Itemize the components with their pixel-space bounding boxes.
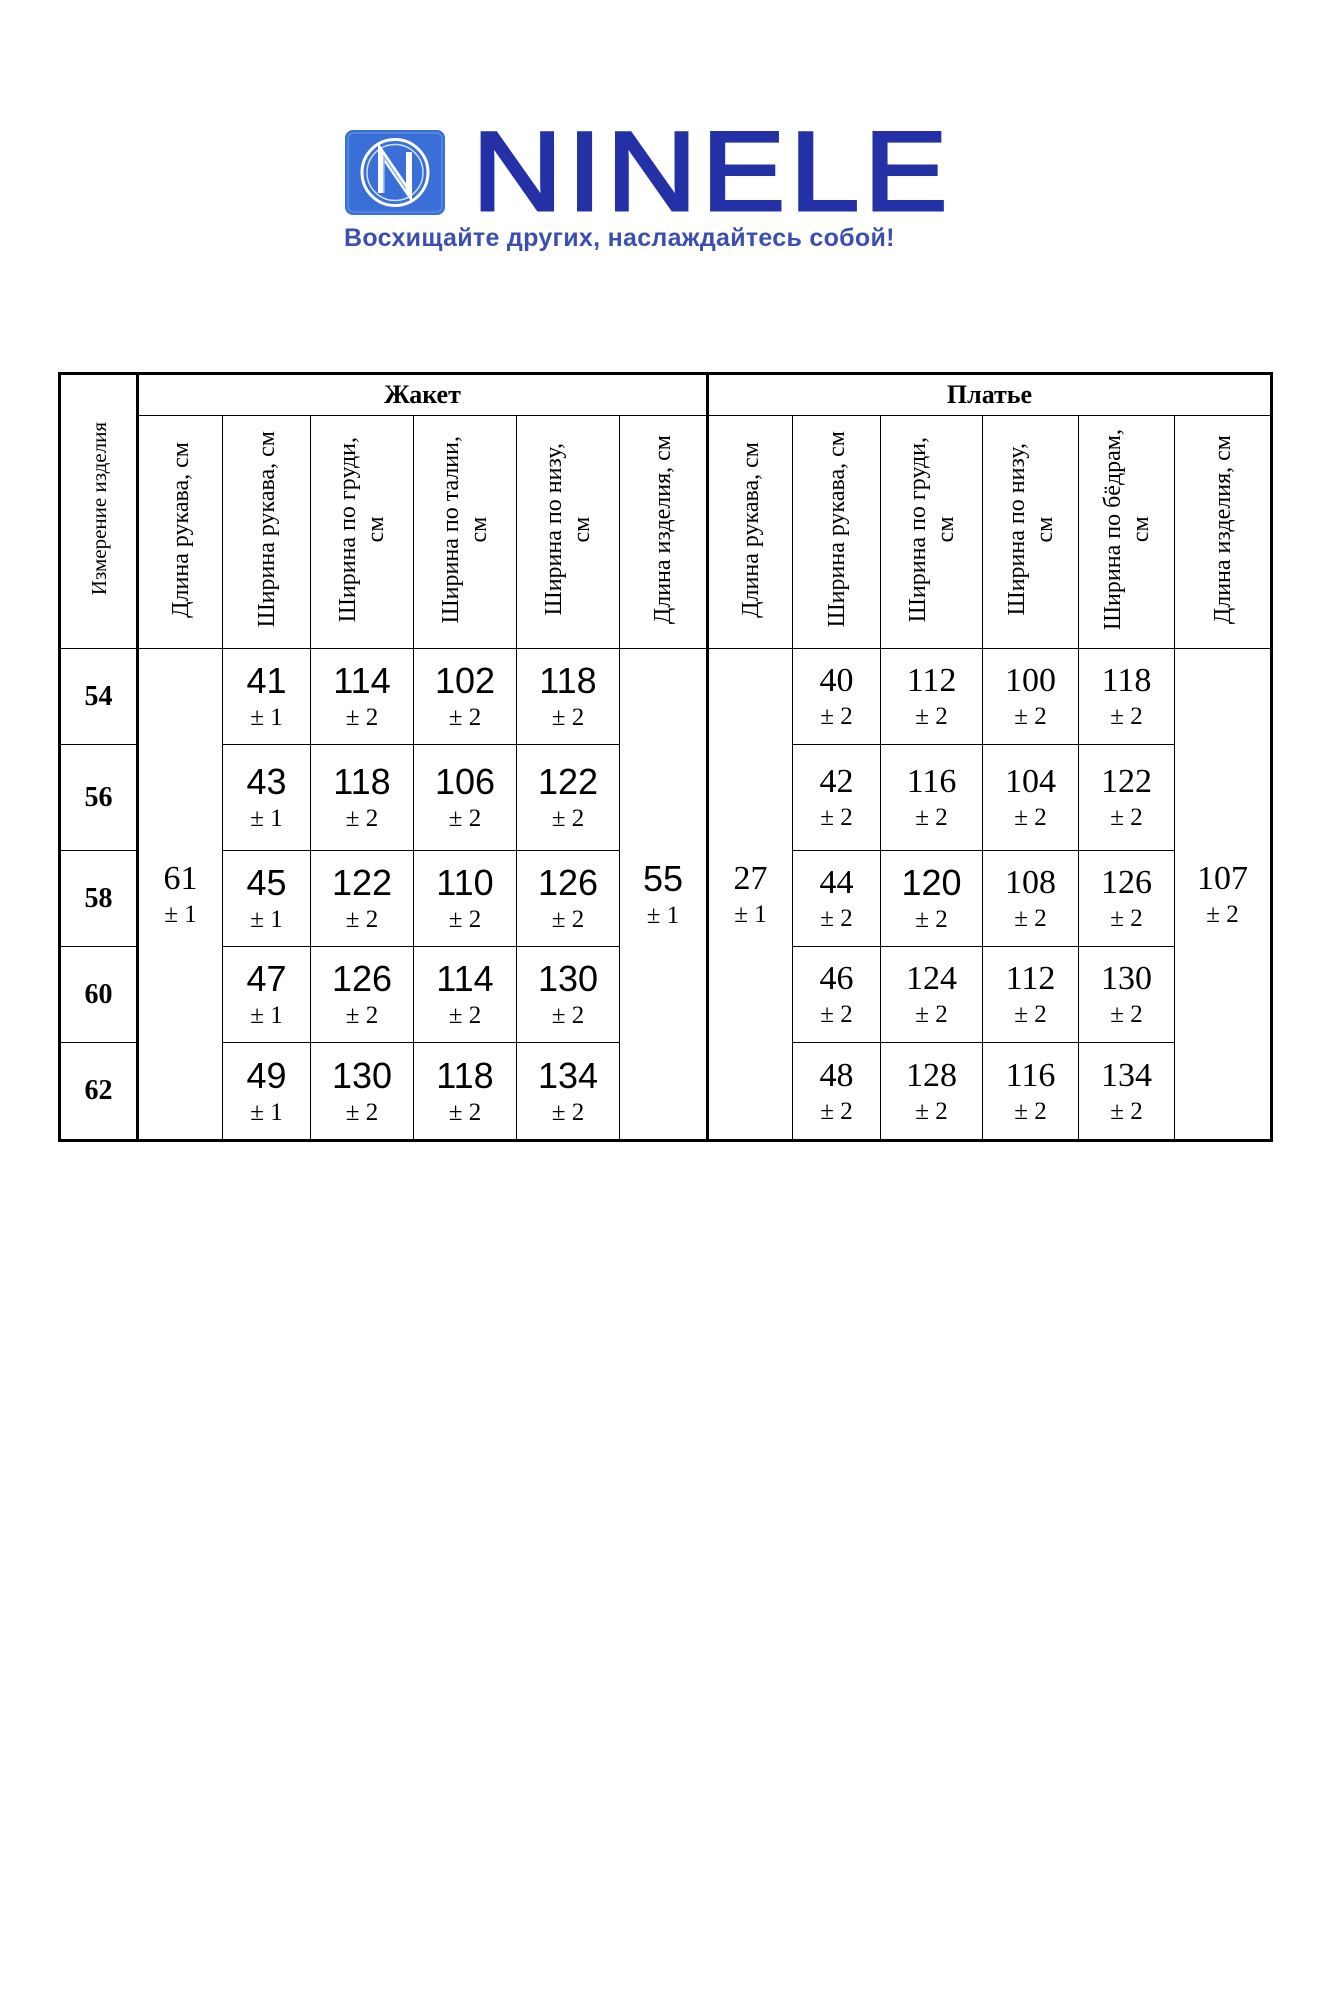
measurement-value: 116	[906, 763, 957, 800]
tolerance: ± 2	[1110, 905, 1143, 932]
value-cell	[1079, 1043, 1175, 1141]
measurement-value: 118	[436, 1054, 494, 1096]
column-header: Длина изделия, см	[620, 416, 708, 649]
value-cell	[983, 1043, 1079, 1141]
measurement-value: 55	[642, 857, 684, 899]
measurement-value: 130	[331, 1054, 393, 1096]
tolerance: ± 2	[820, 1097, 853, 1125]
tolerance: ± 2	[820, 703, 853, 730]
tolerance: ± 2	[1014, 905, 1047, 932]
measurement-value: 134	[537, 1054, 599, 1096]
measurement-value: 118	[539, 660, 597, 701]
measurement-value: 44	[819, 864, 854, 901]
merged-value-cell	[620, 649, 708, 1141]
value-cell	[983, 947, 1079, 1043]
measurement-value: 126	[331, 958, 393, 999]
measurement-value: 106	[434, 761, 496, 802]
tolerance: ± 2	[915, 906, 948, 933]
tolerance: ± 2	[1014, 703, 1047, 730]
value-cell	[793, 745, 881, 851]
measurement-value: 49	[246, 1054, 287, 1096]
brand-logo	[344, 109, 990, 264]
tolerance: ± 1	[250, 1002, 283, 1029]
measurement-value: 134	[1101, 1056, 1152, 1094]
value-cell	[223, 1043, 311, 1141]
value-cell	[1079, 745, 1175, 851]
tolerance: ± 2	[915, 1001, 948, 1028]
measurement-value: 27	[733, 859, 768, 897]
value-cell	[311, 851, 414, 947]
column-header: Ширина по груди, см	[311, 416, 414, 649]
measurement-value: 43	[246, 761, 287, 802]
tolerance: ± 2	[1014, 804, 1047, 831]
value-cell	[881, 947, 983, 1043]
tolerance: ± 2	[345, 704, 379, 731]
measurement-value: 40	[819, 662, 854, 699]
value-cell	[881, 745, 983, 851]
value-cell	[414, 1043, 517, 1141]
merged-value-cell	[138, 649, 223, 1141]
tolerance: ± 2	[551, 906, 585, 933]
value-cell	[311, 1043, 414, 1141]
value-cell	[517, 947, 620, 1043]
size-label: 56	[60, 745, 138, 851]
value-cell	[311, 745, 414, 851]
tolerance: ± 2	[1014, 1097, 1047, 1125]
tolerance: ± 1	[250, 1098, 283, 1126]
tolerance: ± 2	[448, 906, 482, 933]
tolerance: ± 2	[448, 1098, 482, 1126]
tolerance: ± 2	[345, 906, 379, 933]
tolerance: ± 2	[448, 805, 482, 832]
table-row	[60, 649, 1272, 745]
value-cell	[983, 649, 1079, 745]
value-cell	[1079, 947, 1175, 1043]
measurement-value: 118	[333, 761, 391, 802]
value-cell	[223, 851, 311, 947]
measurement-value: 48	[819, 1056, 854, 1094]
value-cell	[223, 745, 311, 851]
tolerance: ± 2	[345, 1002, 379, 1029]
value-cell	[311, 947, 414, 1043]
measurement-value: 102	[434, 660, 496, 701]
corner-header	[60, 374, 138, 649]
value-cell	[223, 947, 311, 1043]
measurement-value: 124	[906, 960, 957, 997]
column-header: Ширина рукава, см	[223, 416, 311, 649]
tolerance: ± 2	[1110, 804, 1143, 831]
measurement-value: 122	[537, 761, 599, 802]
ninele-logo-icon	[344, 129, 446, 216]
value-cell	[311, 649, 414, 745]
value-cell	[881, 851, 983, 947]
tolerance: ± 2	[551, 704, 585, 731]
measurement-value: 114	[436, 958, 494, 999]
measurement-value: 126	[537, 862, 599, 903]
size-label: 62	[60, 1043, 138, 1141]
value-cell	[517, 649, 620, 745]
tolerance: ± 2	[820, 905, 853, 932]
measurement-value: 42	[819, 763, 854, 800]
tolerance: ± 1	[164, 900, 197, 928]
value-cell	[414, 851, 517, 947]
tolerance: ± 2	[448, 704, 482, 731]
value-cell	[414, 745, 517, 851]
tolerance: ± 2	[551, 1098, 585, 1126]
merged-value-cell	[1175, 649, 1272, 1141]
measurement-value: 112	[906, 662, 957, 699]
tolerance: ± 1	[734, 900, 767, 928]
column-header: Ширина по низу, см	[983, 416, 1079, 649]
value-cell	[983, 851, 1079, 947]
value-cell	[1079, 851, 1175, 947]
measurement-value: 114	[333, 660, 391, 701]
size-label: 54	[60, 649, 138, 745]
measurement-value: 130	[1101, 960, 1152, 997]
measurement-value: 128	[906, 1056, 957, 1094]
measurement-value: 61	[163, 859, 198, 897]
measurement-value: 122	[331, 862, 393, 903]
value-cell	[517, 745, 620, 851]
measurement-value: 112	[1005, 960, 1056, 997]
tolerance: ± 2	[551, 805, 585, 832]
measurement-value: 107	[1197, 859, 1248, 897]
value-cell	[414, 649, 517, 745]
column-header: Ширина по талии, см	[414, 416, 517, 649]
column-header: Ширина рукава, см	[793, 416, 881, 649]
brand-name: NINELE	[472, 109, 953, 234]
value-cell	[517, 1043, 620, 1141]
measurement-value: 126	[1101, 864, 1152, 901]
column-header: Длина рукава, см	[708, 416, 793, 649]
value-cell	[223, 649, 311, 745]
tolerance: ± 2	[915, 703, 948, 730]
measurement-value: 104	[1005, 763, 1056, 800]
measurement-value: 116	[1005, 1056, 1056, 1094]
value-cell	[793, 1043, 881, 1141]
measurement-value: 108	[1005, 864, 1056, 901]
measurement-value: 118	[1101, 662, 1152, 699]
tolerance: ± 2	[915, 1097, 948, 1125]
corner-label: Измерение изделия	[86, 422, 111, 596]
group-header-jacket: Жакет	[138, 374, 708, 416]
size-label: 60	[60, 947, 138, 1043]
value-cell	[983, 745, 1079, 851]
tolerance: ± 1	[250, 906, 283, 933]
tolerance: ± 2	[1110, 1097, 1143, 1125]
size-chart-table	[58, 372, 1273, 1142]
column-header: Ширина по груди, см	[881, 416, 983, 649]
value-cell	[881, 649, 983, 745]
tolerance: ± 2	[1110, 703, 1143, 730]
tolerance: ± 1	[250, 805, 283, 832]
measurement-value: 122	[1101, 763, 1152, 800]
tolerance: ± 2	[1014, 1001, 1047, 1028]
tolerance: ± 2	[820, 1001, 853, 1028]
column-header: Длина изделия, см	[1175, 416, 1272, 649]
value-cell	[793, 851, 881, 947]
tolerance: ± 2	[915, 804, 948, 831]
column-header: Длина рукава, см	[138, 416, 223, 649]
value-cell	[881, 1043, 983, 1141]
value-cell	[793, 947, 881, 1043]
size-label: 58	[60, 851, 138, 947]
column-header: Ширина по низу, см	[517, 416, 620, 649]
value-cell	[517, 851, 620, 947]
tolerance: ± 2	[1206, 900, 1239, 928]
tolerance: ± 2	[551, 1002, 585, 1029]
value-cell	[793, 649, 881, 745]
brand-tagline: Восхищайте других, наслаждайтесь собой!	[344, 224, 895, 252]
column-header: Ширина по бёдрам, см	[1079, 416, 1175, 649]
measurement-value: 47	[246, 958, 287, 999]
tolerance: ± 2	[345, 805, 379, 832]
group-header-dress: Платье	[708, 374, 1272, 416]
measurement-value: 46	[819, 960, 854, 997]
tolerance: ± 1	[646, 901, 680, 929]
measurement-value: 45	[246, 862, 287, 903]
measurement-value: 100	[1005, 662, 1056, 699]
measurement-value: 110	[436, 862, 494, 903]
measurement-value: 41	[246, 660, 287, 701]
tolerance: ± 2	[345, 1098, 379, 1126]
table-body	[60, 649, 1272, 1141]
merged-value-cell	[708, 649, 793, 1141]
value-cell	[1079, 649, 1175, 745]
value-cell	[414, 947, 517, 1043]
tolerance: ± 1	[250, 704, 283, 731]
measurement-value: 130	[537, 958, 599, 999]
tolerance: ± 2	[1110, 1001, 1143, 1028]
measurement-value: 120	[901, 862, 962, 903]
tolerance: ± 2	[448, 1002, 482, 1029]
tolerance: ± 2	[820, 804, 853, 831]
